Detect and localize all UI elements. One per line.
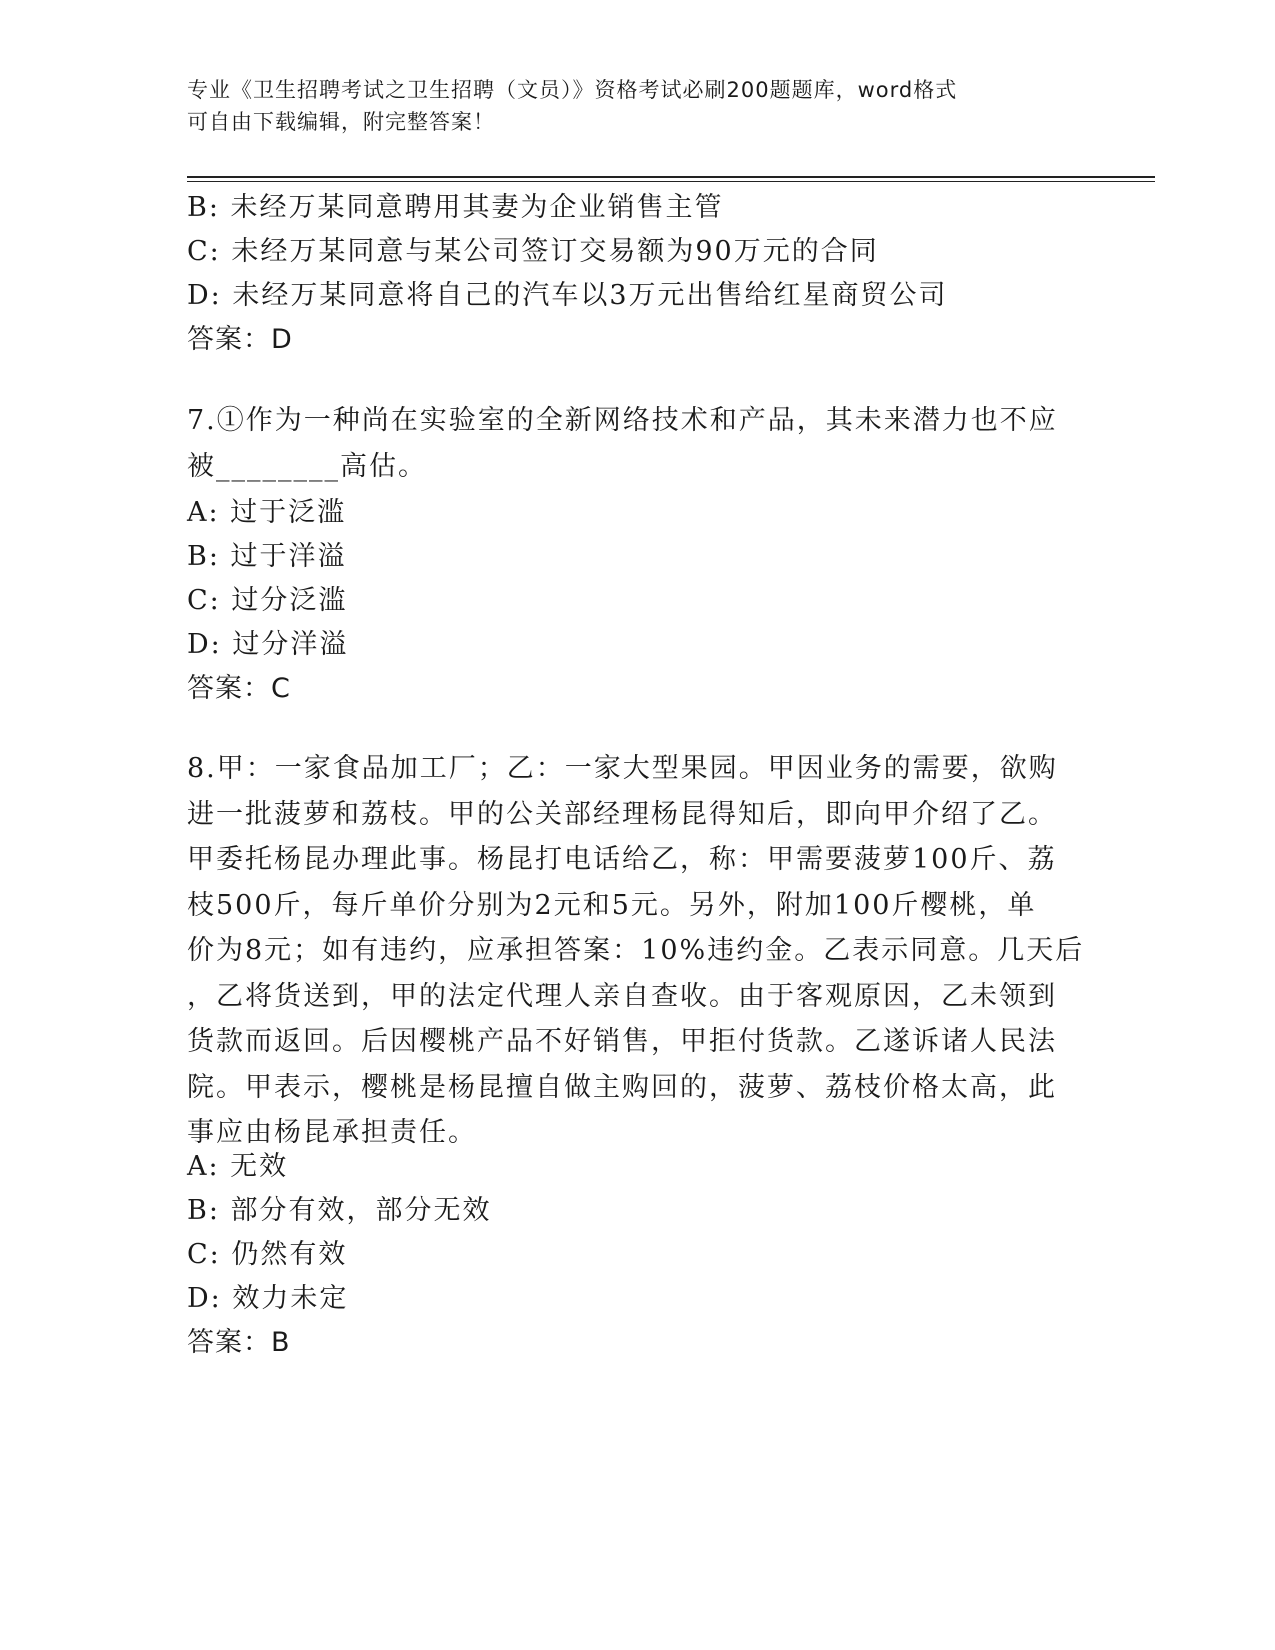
q7-option-c: C: 过分泛滥 — [187, 585, 348, 616]
q8-option-c: C: 仍然有效 — [187, 1239, 348, 1270]
q6-option-c: C: 未经万某同意与某公司签订交易额为90万元的合同 — [187, 236, 879, 267]
q7-stem-line: 被________高估。 — [187, 450, 427, 482]
header-line-2: 可自由下载编辑，附完整答案！ — [187, 110, 495, 134]
q7-stem — [187, 398, 1057, 489]
q6-option-d: D: 未经万某同意将自己的汽车以3万元出售给红星商贸公司 — [187, 280, 948, 311]
q6-answer: 答案：D — [187, 324, 293, 355]
q8-option-d: D: 效力未定 — [187, 1283, 349, 1314]
q8-stem-line: 货款而返回。后因樱桃产品不好销售，甲拒付货款。乙遂诉诸人民法 — [187, 1026, 1057, 1057]
q8-stem-line: 价为8元；如有违约，应承担答案：10%违约金。乙表示同意。几天后 — [187, 935, 1085, 966]
header-line-1: 专业《卫生招聘考试之卫生招聘（文员）》资格考试必刷200题题库，word格式 — [187, 78, 958, 102]
q7-option-b: B: 过于洋溢 — [187, 541, 347, 572]
q8-option-b: B: 部分有效，部分无效 — [187, 1195, 492, 1226]
q8-stem-line: 8.甲：一家食品加工厂；乙：一家大型果园。甲因业务的需要，欲购 — [187, 753, 1058, 784]
q8-stem-line: 进一批菠萝和荔枝。甲的公关部经理杨昆得知后，即向甲介绍了乙。 — [187, 798, 1057, 830]
q8-stem-line: ，乙将货送到，甲的法定代理人亲自查收。由于客观原因，乙未领到 — [187, 980, 1057, 1012]
header-divider — [187, 176, 1155, 182]
document-header — [187, 74, 1087, 138]
q7-answer: 答案：C — [187, 673, 291, 704]
q8-option-a: A: 无效 — [187, 1151, 289, 1182]
q6-option-b: B: 未经万某同意聘用其妻为企业销售主管 — [187, 192, 724, 223]
q8-stem-line: 枝500斤，每斤单价分别为2元和5元。另外，附加100斤樱桃，单 — [187, 889, 1037, 921]
q7-stem-line: 7.①作为一种尚在实验室的全新网络技术和产品，其未来潜力也不应 — [187, 405, 1058, 436]
q7-option-a: A: 过于泛滥 — [187, 497, 347, 528]
q8-stem-line: 院。甲表示，樱桃是杨昆擅自做主购回的，菠萝、荔枝价格太高，此 — [187, 1071, 1057, 1103]
q8-answer: 答案：B — [187, 1327, 291, 1358]
q8-stem-line: 甲委托杨昆办理此事。杨昆打电话给乙，称：甲需要菠萝100斤、荔 — [187, 844, 1057, 875]
q8-stem — [187, 746, 1085, 1156]
q8-stem-line: 事应由杨昆承担责任。 — [187, 1117, 477, 1148]
q7-option-d: D: 过分洋溢 — [187, 629, 349, 660]
